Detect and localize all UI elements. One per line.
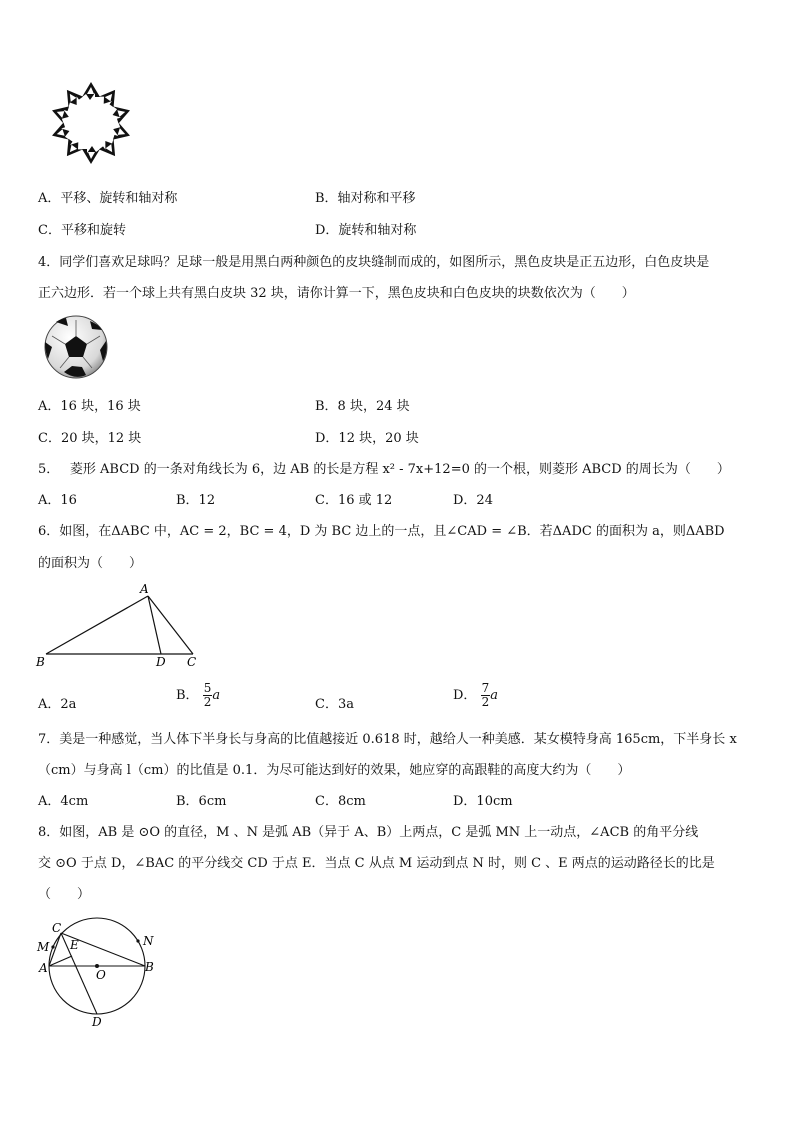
label-a: A (140, 582, 149, 596)
label-b: B (145, 960, 154, 974)
q8-text-line3: （ ） (38, 887, 91, 902)
q5-option-a[interactable]: A．16 (38, 493, 77, 508)
pinwheel-arrow (97, 85, 122, 110)
q4-text-line2: 正六边形．若一个球上共有黑白皮块 32 块，请你计算一下，黑色皮块和白色皮块的块数依次为（ ） (38, 286, 635, 301)
pinwheel-arrow (82, 82, 100, 100)
q4-option-d[interactable]: D．12 块，20 块 (315, 431, 419, 446)
q4-option-b[interactable]: B．8 块，24 块 (315, 399, 410, 414)
q4-option-a[interactable]: A．16 块，16 块 (38, 399, 141, 414)
q8-text-line1: 8．如图，AB 是 ⊙O 的直径，M 、N 是弧 AB（异于 A、B）上两点，C 是弧 MN 上一动点，∠ACB 的角平分线 (38, 825, 699, 840)
q6-option-d-numerator: 7 (481, 681, 490, 695)
q6-option-b[interactable] (176, 682, 220, 709)
q6-option-b-fraction (203, 682, 213, 709)
q5-option-b[interactable]: B．12 (176, 493, 216, 508)
q4-option-c[interactable]: C．20 块，12 块 (38, 431, 142, 446)
pinwheel-arrow (60, 85, 85, 110)
label-b: B (36, 655, 45, 669)
q7-option-b[interactable]: B．6cm (176, 794, 227, 809)
q6-option-c[interactable]: C．3a (315, 697, 354, 712)
q6-option-b-denominator: 2 (203, 695, 212, 709)
q3-option-d[interactable]: D．旋转和轴对称 (315, 223, 417, 238)
label-d: D (156, 655, 166, 669)
pinwheel-arrow (82, 146, 100, 164)
pinwheel-arrow (60, 136, 85, 161)
q5-text: 5． 菱形 ABCD 的一条对角线长为 6，边 AB 的长是方程 x² - 7x+12=0 的一个根，则菱形 ABCD 的周长为（ ） (38, 462, 730, 477)
q6-option-d-fraction (481, 682, 491, 709)
q4-text-line1: 4．同学们喜欢足球吗？足球一般是用黑白两种颜色的皮块缝制而成的，如图所示，黑色皮块是正五边形，白色皮块是 (38, 255, 710, 270)
q5-option-c[interactable]: C．16 或 12 (315, 493, 393, 508)
q6-option-d[interactable] (453, 682, 498, 709)
q7-text-line1: 7．美是一种感觉，当人体下半身长与身高的比值越接近 0.618 时，越给人一种美感．某女模特身高 165cm，下半身长 x (38, 732, 737, 747)
q6-option-d-denominator: 2 (481, 695, 490, 709)
q6-option-d-var: a (490, 688, 498, 703)
q7-option-a[interactable]: A．4cm (38, 794, 89, 809)
pinwheel-figure (36, 78, 146, 168)
q6-text-line1: 6．如图，在ΔABC 中，AC = 2，BC = 4，D 为 BC 边上的一点，且∠CAD = ∠B．若ΔADC 的面积为 a，则ΔABD (38, 524, 725, 539)
q6-option-b-numerator: 5 (203, 681, 212, 695)
label-a: A (39, 961, 48, 975)
q7-option-c[interactable]: C．8cm (315, 794, 366, 809)
q8-text-line2: 交 ⊙O 于点 D，∠BAC 的平分线交 CD 于点 E．当点 C 从点 M 运动到点 N 时，则 C 、E 两点的运动路径长的比是 (38, 856, 715, 871)
q3-option-b[interactable]: B．轴对称和平移 (315, 191, 416, 206)
label-c: C (52, 921, 62, 935)
q3-option-a[interactable]: A．平移、旋转和轴对称 (38, 191, 178, 206)
q6-option-b-prefix: B． (176, 688, 199, 703)
q7-text-line2: （cm）与身高 l（cm）的比值是 0.1．为尽可能达到好的效果，她应穿的高跟鞋的高度大约为（ ） (38, 763, 631, 778)
label-m: M (37, 940, 50, 954)
q7-option-d[interactable]: D．10cm (453, 794, 513, 809)
pinwheel-arrow (97, 136, 122, 161)
label-e: E (70, 938, 79, 952)
q6-text-line2: 的面积为（ ） (38, 556, 143, 571)
soccer-ball-figure (42, 314, 110, 380)
circle-figure (30, 915, 170, 1030)
q6-option-b-var: a (212, 688, 221, 703)
q6-option-d-prefix: D． (453, 688, 477, 703)
label-d: D (92, 1015, 102, 1029)
q3-option-c[interactable]: C．平移和旋转 (38, 223, 126, 238)
q6-option-a[interactable]: A．2a (38, 697, 77, 712)
label-n: N (143, 934, 154, 948)
label-c: C (187, 655, 197, 669)
triangle-figure (30, 580, 210, 672)
label-o: O (96, 968, 106, 982)
q5-option-d[interactable]: D．24 (453, 493, 493, 508)
